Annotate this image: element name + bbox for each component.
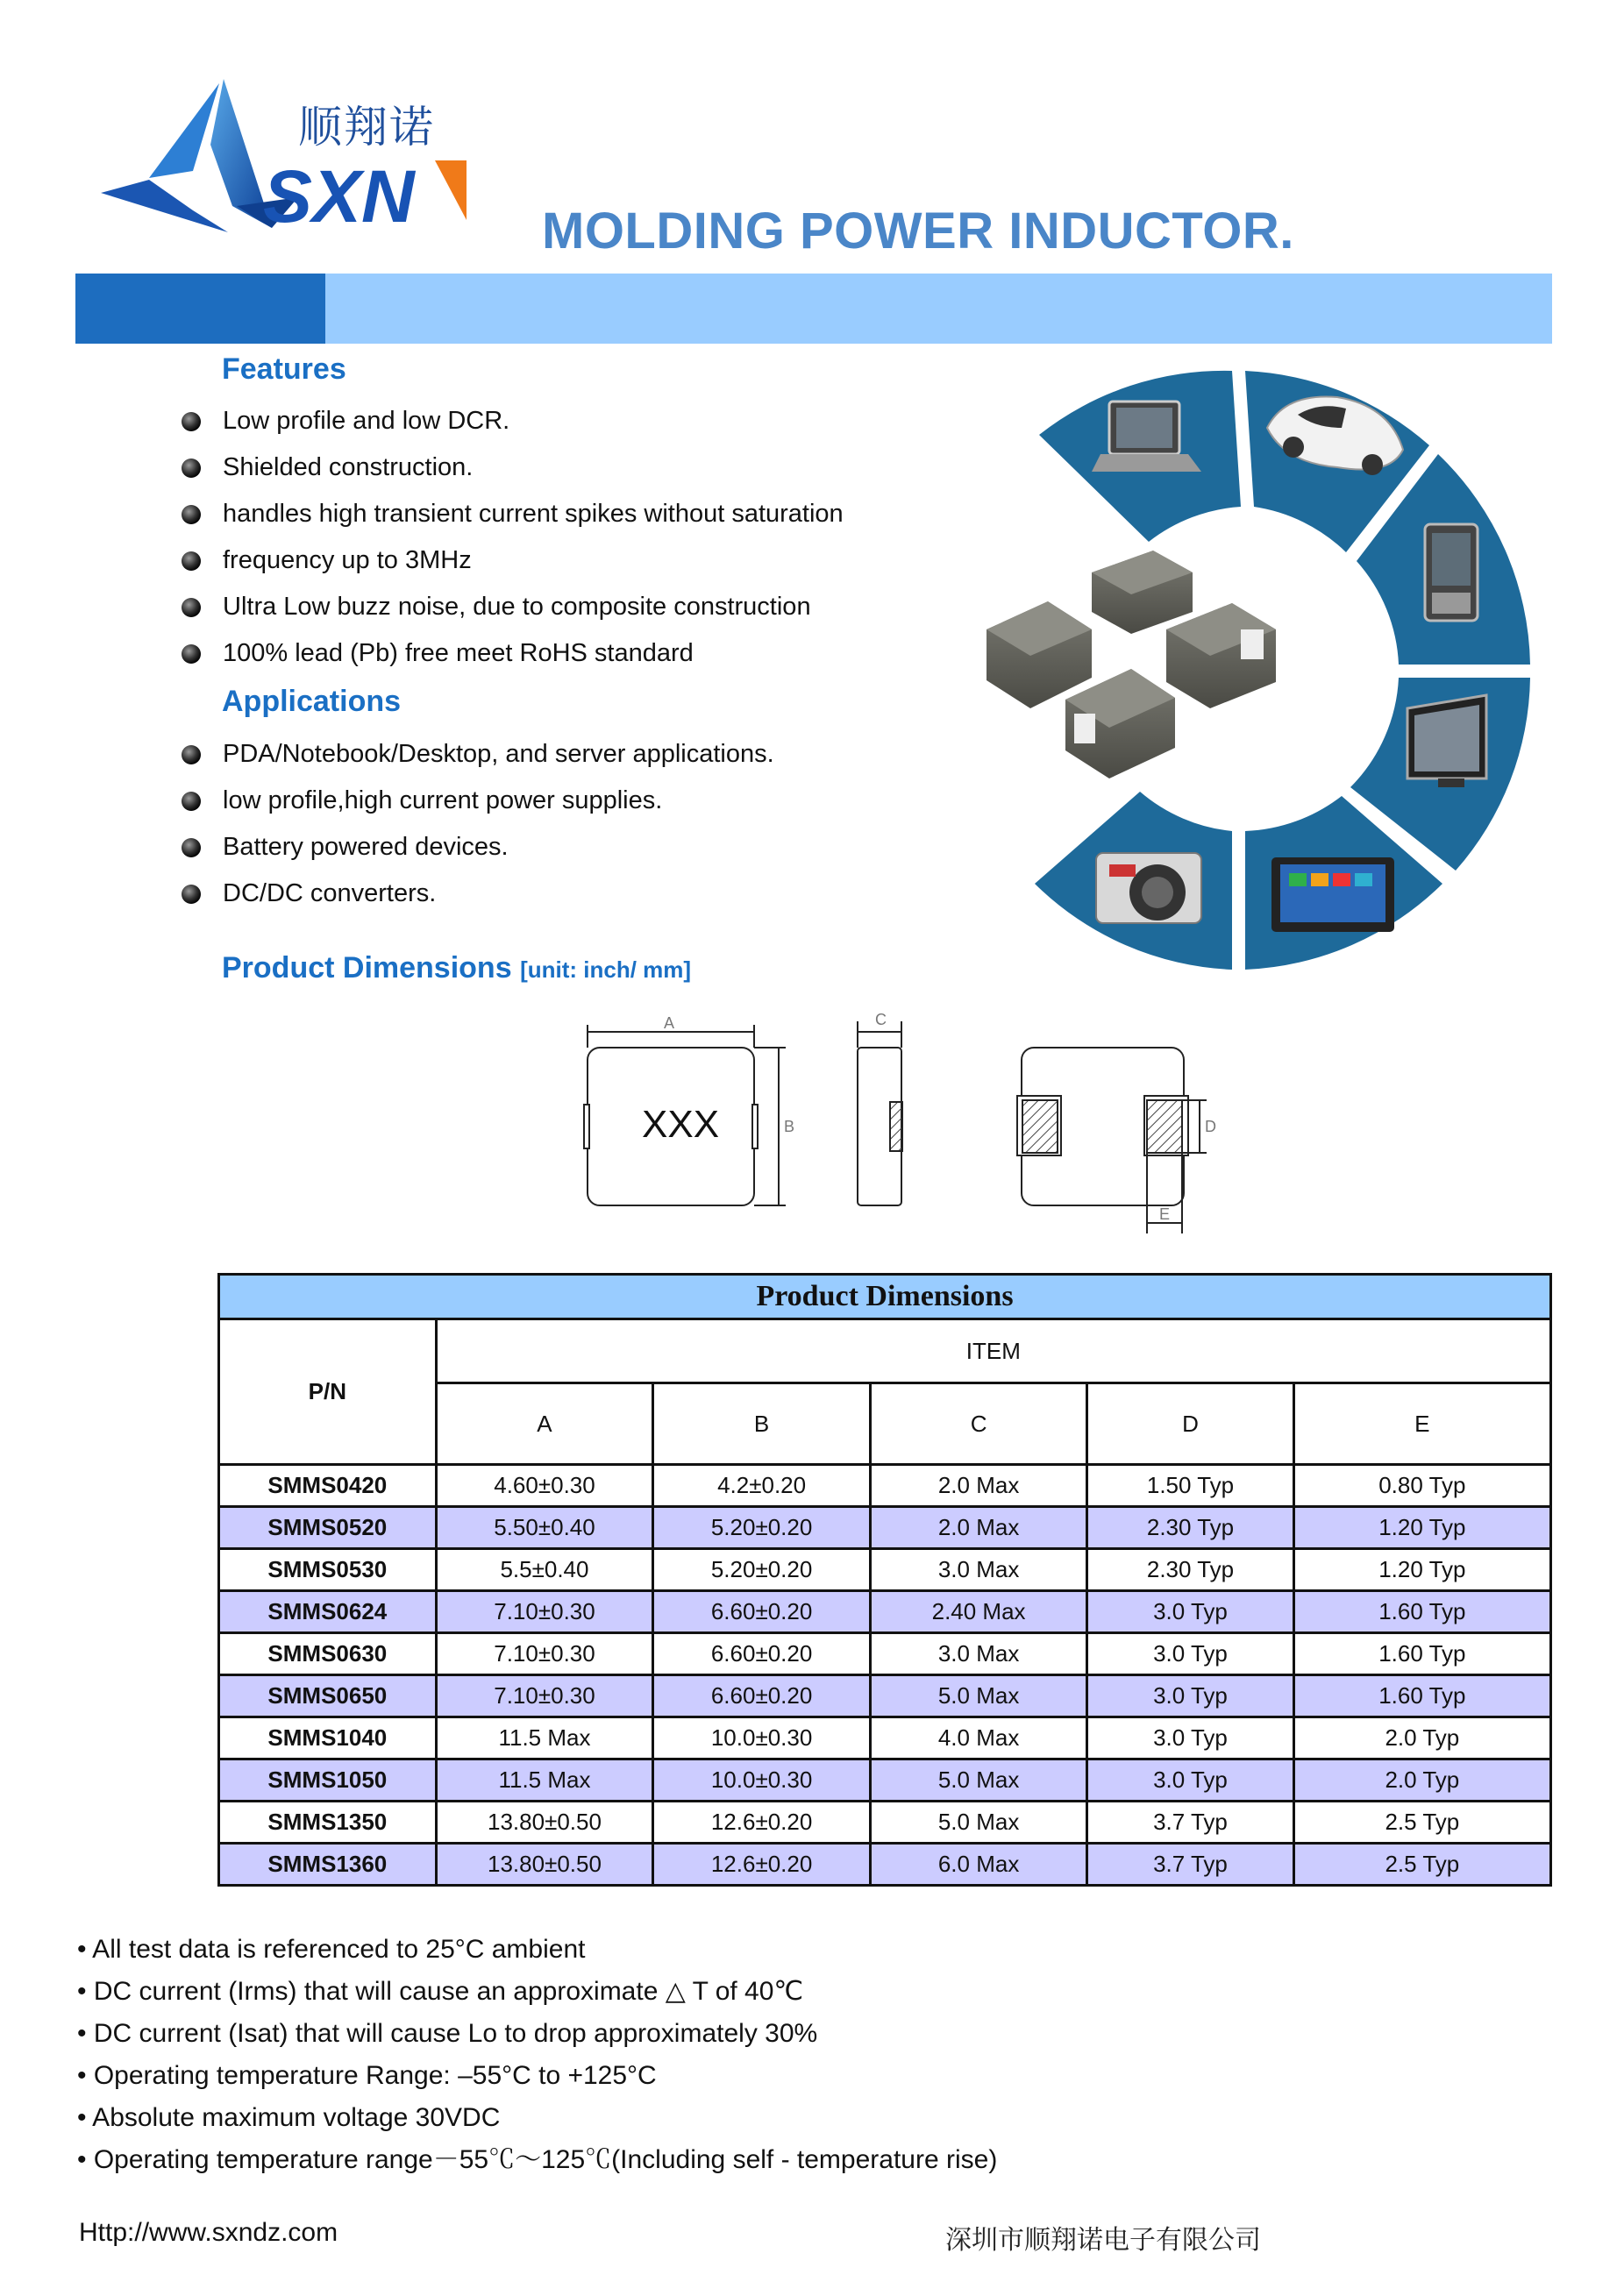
cell-c: 2.40 Max (870, 1591, 1086, 1633)
cell-d: 3.7 Typ (1087, 1844, 1293, 1886)
application-item: Battery powered devices. (182, 829, 774, 876)
cell-b: 5.20±0.20 (653, 1549, 871, 1591)
cell-d: 3.0 Typ (1087, 1591, 1293, 1633)
cell-a: 4.60±0.30 (436, 1465, 653, 1507)
bullet-icon (182, 505, 201, 524)
cell-e: 2.0 Typ (1293, 1759, 1550, 1802)
dim-label-a: A (664, 1014, 675, 1032)
cell-b: 5.20±0.20 (653, 1507, 871, 1549)
applications-illustration (951, 366, 1543, 971)
dimension-drawing (579, 1004, 1245, 1249)
table-row (219, 1465, 1551, 1507)
bullet-icon (182, 644, 201, 664)
pn-cell: SMMS1350 (219, 1802, 437, 1844)
application-item: low profile,high current power supplies. (182, 783, 774, 829)
cell-e: 1.20 Typ (1293, 1507, 1550, 1549)
bullet-icon (182, 838, 201, 857)
pn-cell: SMMS0420 (219, 1465, 437, 1507)
cell-c: 5.0 Max (870, 1802, 1086, 1844)
cell-d: 3.0 Typ (1087, 1633, 1293, 1675)
product-dimensions-table (217, 1273, 1552, 1887)
cell-a: 7.10±0.30 (436, 1633, 653, 1675)
tablet-icon (1271, 857, 1394, 932)
cell-b: 6.60±0.20 (653, 1633, 871, 1675)
cell-e: 2.5 Typ (1293, 1802, 1550, 1844)
cell-a: 11.5 Max (436, 1717, 653, 1759)
table-title: Product Dimensions (219, 1275, 1551, 1319)
cell-e: 1.60 Typ (1293, 1675, 1550, 1717)
cell-d: 2.30 Typ (1087, 1549, 1293, 1591)
pn-cell: SMMS0650 (219, 1675, 437, 1717)
camera-icon (1096, 853, 1201, 923)
cell-c: 3.0 Max (870, 1633, 1086, 1675)
feature-item: Low profile and low DCR. (182, 403, 844, 450)
cell-c: 6.0 Max (870, 1844, 1086, 1886)
pn-cell: SMMS1040 (219, 1717, 437, 1759)
pn-cell: SMMS1050 (219, 1759, 437, 1802)
pn-cell: SMMS0520 (219, 1507, 437, 1549)
page-title: MOLDING POWER INDUCTOR. (542, 203, 1294, 259)
cell-c: 5.0 Max (870, 1759, 1086, 1802)
cell-e: 2.0 Typ (1293, 1717, 1550, 1759)
cell-b: 6.60±0.20 (653, 1675, 871, 1717)
bullet-icon (182, 551, 201, 571)
unit-label: [unit: inch/ mm] (520, 956, 692, 983)
bullet-icon (182, 458, 201, 478)
column-header-b: B (653, 1383, 871, 1465)
column-header-c: C (870, 1383, 1086, 1465)
notes-list (77, 1929, 997, 2181)
cell-d: 3.7 Typ (1087, 1802, 1293, 1844)
cell-a: 13.80±0.50 (436, 1844, 653, 1886)
table-row (219, 1675, 1551, 1717)
pn-cell: SMMS0624 (219, 1591, 437, 1633)
cell-b: 12.6±0.20 (653, 1844, 871, 1886)
cell-b: 6.60±0.20 (653, 1591, 871, 1633)
cell-b: 4.2±0.20 (653, 1465, 871, 1507)
cell-e: 1.60 Typ (1293, 1591, 1550, 1633)
feature-item: Shielded construction. (182, 450, 844, 496)
dim-label-b: B (784, 1118, 795, 1135)
cell-b: 10.0±0.30 (653, 1759, 871, 1802)
features-heading: Features (222, 352, 346, 386)
pn-header: P/N (219, 1319, 437, 1465)
cell-a: 5.5±0.40 (436, 1549, 653, 1591)
features-list (182, 403, 844, 682)
cell-a: 7.10±0.30 (436, 1591, 653, 1633)
cell-e: 1.60 Typ (1293, 1633, 1550, 1675)
bullet-icon (182, 885, 201, 904)
logo-sxn-text: SXN (263, 155, 415, 238)
header-band-accent (75, 274, 325, 344)
company-name-chinese: 深圳市顺翔诺电子有限公司 (945, 2225, 1261, 2256)
table-row (219, 1717, 1551, 1759)
cell-c: 3.0 Max (870, 1549, 1086, 1591)
product-dimensions-heading: Product Dimensions [unit: inch/ mm] (222, 951, 692, 985)
cell-b: 10.0±0.30 (653, 1717, 871, 1759)
column-header-e: E (1293, 1383, 1550, 1465)
monitor-icon (1407, 695, 1486, 787)
table-row (219, 1759, 1551, 1802)
note-item: • Absolute maximum voltage 30VDC (77, 2103, 501, 2132)
note-item: • Operating temperature range－55℃～125℃(Including self - temperature rise) (77, 2145, 998, 2174)
brand-chinese-name: 顺翔诺 (298, 102, 435, 153)
part-marking: XXX (642, 1103, 720, 1146)
cell-c: 2.0 Max (870, 1465, 1086, 1507)
table-row (219, 1507, 1551, 1549)
cell-c: 2.0 Max (870, 1507, 1086, 1549)
cell-d: 1.50 Typ (1087, 1465, 1293, 1507)
cell-d: 2.30 Typ (1087, 1507, 1293, 1549)
bullet-icon (182, 412, 201, 431)
cell-e: 1.20 Typ (1293, 1549, 1550, 1591)
pda-icon (1425, 524, 1478, 621)
table-row (219, 1844, 1551, 1886)
table-row (219, 1802, 1551, 1844)
pn-cell: SMMS0630 (219, 1633, 437, 1675)
applications-heading: Applications (222, 685, 402, 718)
feature-item: 100% lead (Pb) free meet RoHS standard (182, 636, 844, 682)
table-row (219, 1549, 1551, 1591)
note-item: • DC current (Isat) that will cause Lo to drop approximately 30% (77, 2019, 818, 2048)
cell-b: 12.6±0.20 (653, 1802, 871, 1844)
cell-a: 5.50±0.40 (436, 1507, 653, 1549)
pn-cell: SMMS1360 (219, 1844, 437, 1886)
column-header-d: D (1087, 1383, 1293, 1465)
cell-d: 3.0 Typ (1087, 1759, 1293, 1802)
dim-label-c: C (875, 1011, 887, 1028)
note-item: • Operating temperature Range: –55°C to +125°C (77, 2061, 657, 2090)
column-header-a: A (436, 1383, 653, 1465)
pn-cell: SMMS0530 (219, 1549, 437, 1591)
website-link[interactable]: Http://www.sxndz.com (79, 2218, 338, 2247)
note-item: • DC current (Irms) that will cause an approximate △ T of 40℃ (77, 1977, 804, 2006)
cell-d: 3.0 Typ (1087, 1717, 1293, 1759)
dim-label-d: D (1205, 1118, 1216, 1135)
cell-d: 3.0 Typ (1087, 1675, 1293, 1717)
cell-a: 7.10±0.30 (436, 1675, 653, 1717)
dim-label-e: E (1159, 1205, 1171, 1223)
feature-item: handles high transient current spikes without saturation (182, 496, 844, 543)
item-header: ITEM (436, 1319, 1550, 1383)
application-item: PDA/Notebook/Desktop, and server applications. (182, 736, 774, 783)
cell-c: 5.0 Max (870, 1675, 1086, 1717)
note-item: • All test data is referenced to 25°C ambient (77, 1935, 586, 1964)
cell-e: 2.5 Typ (1293, 1844, 1550, 1886)
cell-e: 0.80 Typ (1293, 1465, 1550, 1507)
cell-a: 13.80±0.50 (436, 1802, 653, 1844)
bullet-icon (182, 792, 201, 811)
bullet-icon (182, 745, 201, 764)
table-row (219, 1591, 1551, 1633)
cell-c: 4.0 Max (870, 1717, 1086, 1759)
table-row (219, 1633, 1551, 1675)
feature-item: frequency up to 3MHz (182, 543, 844, 589)
application-item: DC/DC converters. (182, 876, 774, 922)
cell-a: 11.5 Max (436, 1759, 653, 1802)
inductor-components-icon (987, 551, 1276, 778)
bullet-icon (182, 598, 201, 617)
applications-list (182, 736, 774, 922)
feature-item: Ultra Low buzz noise, due to composite construction (182, 589, 844, 636)
